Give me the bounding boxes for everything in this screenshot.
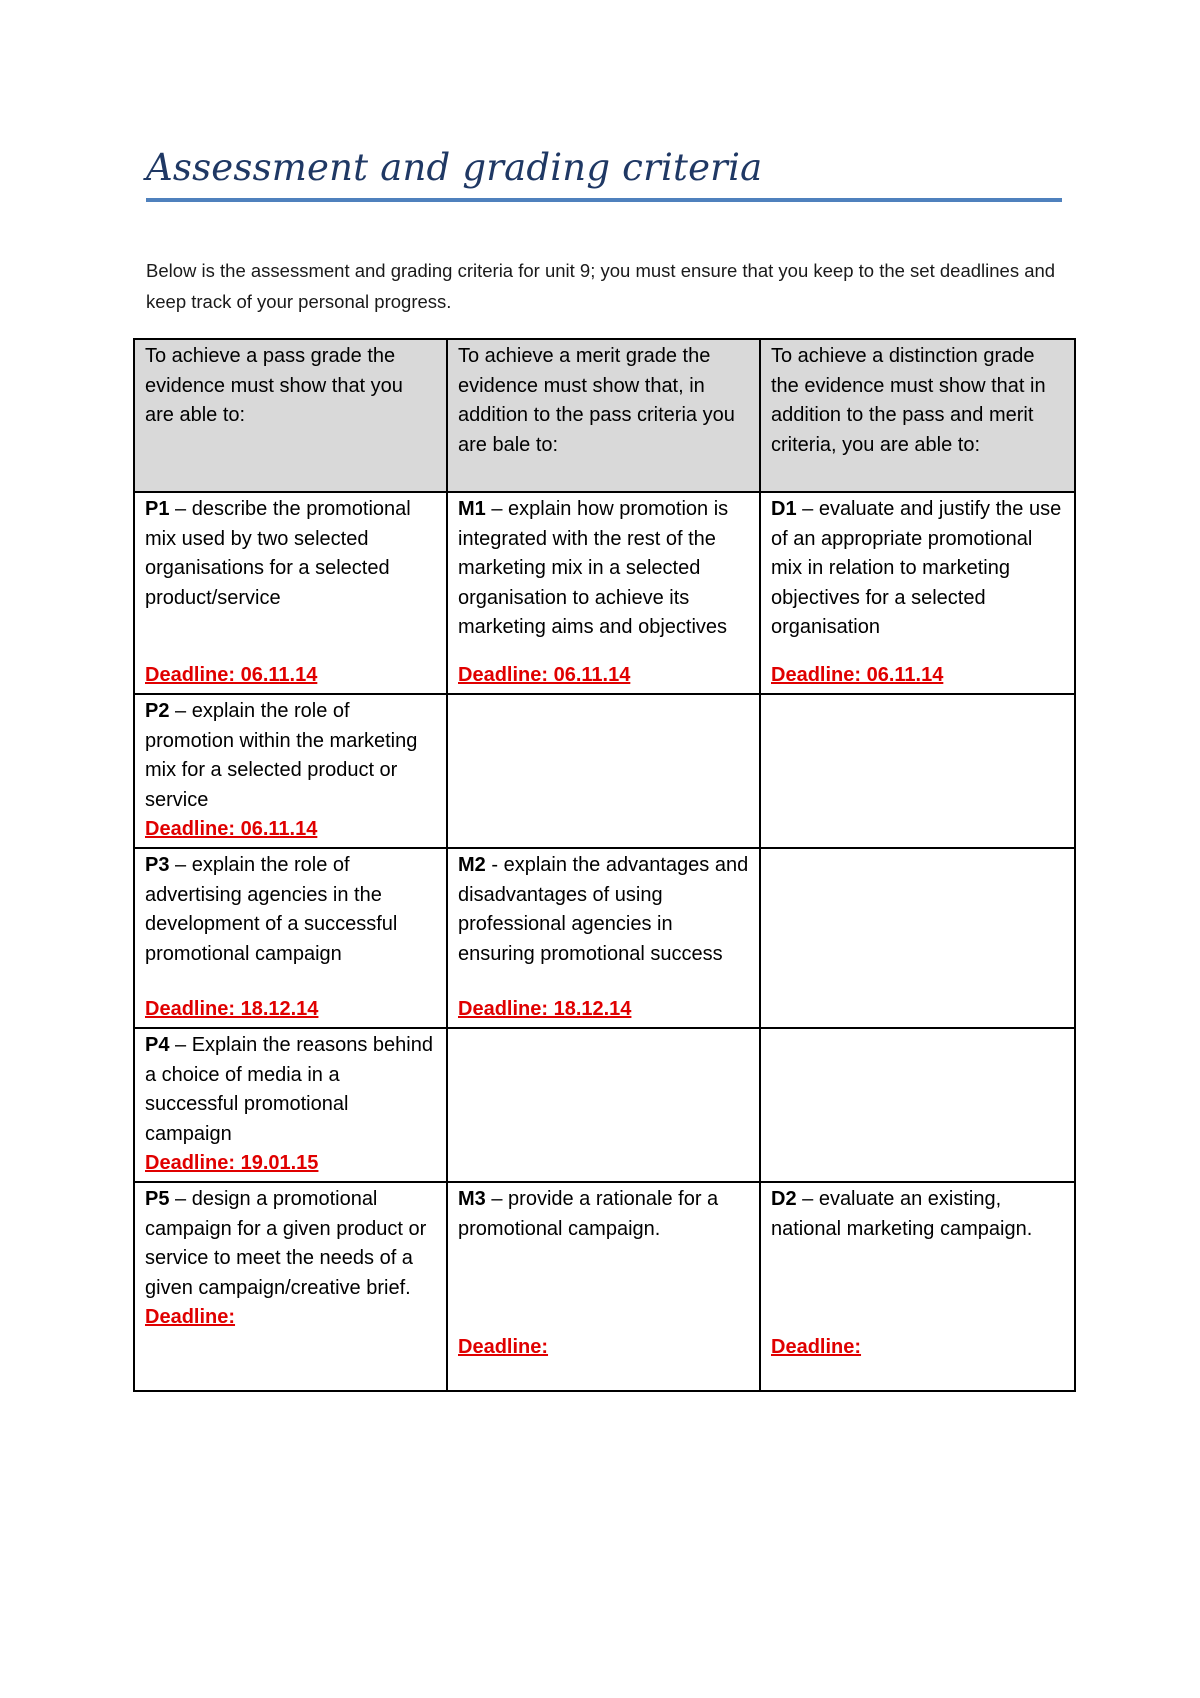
intro-paragraph: Below is the assessment and grading criteria for unit 9; you must ensure that you keep to the set deadlines and keep track of your personal progress. <box>146 260 1056 312</box>
deadline-label: Deadline: 06.11.14 <box>771 664 944 687</box>
criterion-text: - explain the advantages and disadvantages of using professional agencies in ensuring promotional success <box>458 853 749 965</box>
table-row <box>134 492 1075 694</box>
table-row <box>134 848 1075 1028</box>
deadline-label: Deadline: <box>771 1335 862 1358</box>
criterion-cell-d2 <box>760 1182 1075 1391</box>
criterion-code: P5 <box>145 1187 170 1210</box>
deadline-label: Deadline: 06.11.14 <box>458 664 631 687</box>
criterion-cell-p3 <box>134 848 447 1028</box>
table-row <box>134 1182 1075 1391</box>
empty-distinction-cell <box>760 848 1075 1028</box>
criterion-text: – provide a rationale for a promotional campaign. <box>458 1187 719 1240</box>
deadline-label: Deadline: 06.11.14 <box>145 818 318 841</box>
criterion-cell-p4 <box>134 1028 447 1182</box>
criterion-cell-m2 <box>447 848 760 1028</box>
deadline-label: Deadline: <box>145 1306 236 1329</box>
criterion-text: – explain the role of promotion within the marketing mix for a selected product or service <box>145 700 418 811</box>
criterion-cell-p5 <box>134 1182 447 1391</box>
criterion-cell-d1 <box>760 492 1075 694</box>
empty-merit-cell <box>447 1028 760 1182</box>
title-divider <box>146 198 1062 202</box>
criterion-cell-m3 <box>447 1182 760 1391</box>
criterion-cell-m1 <box>447 492 760 694</box>
deadline-label: Deadline: 18.12.14 <box>145 998 319 1021</box>
empty-distinction-cell <box>760 1028 1075 1182</box>
deadline-label: Deadline: <box>458 1335 549 1358</box>
pass-grade-header: To achieve a pass grade the evidence must show that you are able to: <box>134 339 447 492</box>
table-row <box>134 1028 1075 1182</box>
criterion-text: – design a promotional campaign for a given product or service to meet the needs of a given campaign/creative brief. <box>145 1187 427 1299</box>
criterion-cell-p1 <box>134 492 447 694</box>
criterion-text: – Explain the reasons behind a choice of media in a successful promotional campaign <box>145 1033 433 1145</box>
criterion-code: D1 <box>771 498 797 520</box>
criterion-code: P2 <box>145 700 170 722</box>
criterion-text: – describe the promotional mix used by two selected organisations for a selected product/service <box>145 498 411 609</box>
grading-criteria-table <box>133 338 1076 1392</box>
table-row <box>134 694 1075 848</box>
criterion-code: P1 <box>145 498 170 520</box>
table-header-row <box>134 339 1075 492</box>
criterion-code: P4 <box>145 1033 170 1056</box>
deadline-label: Deadline: 18.12.14 <box>458 998 632 1021</box>
criterion-code: M2 <box>458 853 486 876</box>
merit-grade-header: To achieve a merit grade the evidence must show that, in addition to the pass criteria you are bale to: <box>447 339 760 492</box>
empty-distinction-cell <box>760 694 1075 848</box>
criterion-code: P3 <box>145 853 170 876</box>
deadline-label: Deadline: 19.01.15 <box>145 1152 319 1175</box>
criterion-text: – evaluate an existing, national marketing campaign. <box>771 1187 1033 1240</box>
criterion-code: M1 <box>458 498 486 520</box>
criterion-code: D2 <box>771 1187 797 1210</box>
empty-merit-cell <box>447 694 760 848</box>
page-title: Assessment and grading criteria <box>146 146 763 189</box>
criterion-text: – explain the role of advertising agencies in the development of a successful promotional campaign <box>145 853 398 965</box>
criterion-code: M3 <box>458 1187 486 1210</box>
criterion-text: – explain how promotion is integrated with the rest of the marketing mix in a selected organisation to achieve its marketing aims and objectives <box>458 498 729 639</box>
criterion-text: – evaluate and justify the use of an appropriate promotional mix in relation to marketing objectives for a selected organisation <box>771 498 1062 639</box>
criterion-cell-p2 <box>134 694 447 848</box>
deadline-label: Deadline: 06.11.14 <box>145 664 318 687</box>
distinction-grade-header: To achieve a distinction grade the evidence must show that in addition to the pass and merit criteria, you are able to: <box>760 339 1075 492</box>
